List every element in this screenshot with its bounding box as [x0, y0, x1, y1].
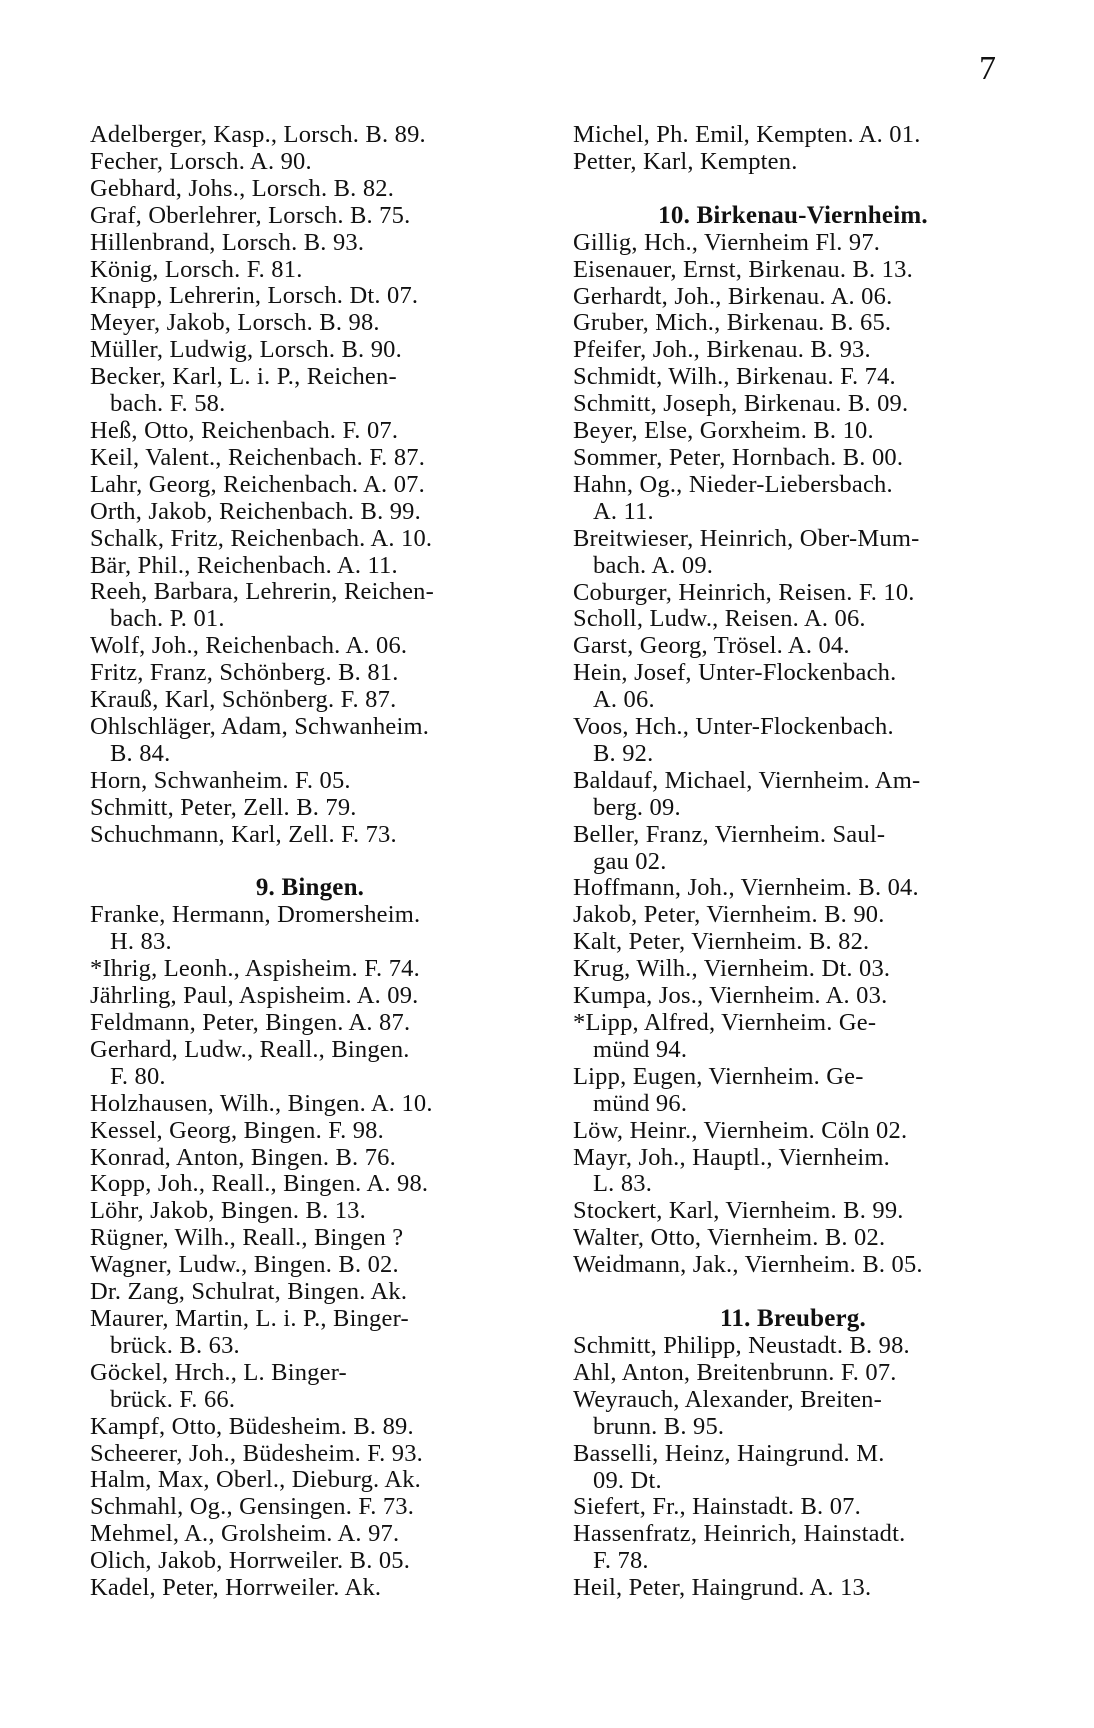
entry-line: Gerhardt, Joh., Birkenau. A. 06. — [573, 282, 893, 310]
entry-line: Scholl, Ludw., Reisen. A. 06. — [573, 605, 866, 633]
entry-line: Heil, Peter, Haingrund. A. 13. — [573, 1574, 872, 1602]
entry-line: Göckel, Hrch., L. Binger- — [90, 1358, 347, 1386]
entry-line: Coburger, Heinrich, Reisen. F. 10. — [573, 578, 915, 606]
entry-line: Olich, Jakob, Horrweiler. B. 05. — [90, 1547, 411, 1575]
entry-line: Heß, Otto, Reichenbach. F. 07. — [90, 416, 399, 444]
entry-line: Jährling, Paul, Aspisheim. A. 09. — [90, 982, 419, 1010]
entry-line: Schuchmann, Karl, Zell. F. 73. — [90, 820, 397, 848]
entry-line: Eisenauer, Ernst, Birkenau. B. 13. — [573, 255, 913, 283]
entry-line: Fecher, Lorsch. A. 90. — [90, 147, 312, 175]
entry-line: Meyer, Jakob, Lorsch. B. 98. — [90, 309, 380, 337]
entry-continuation: F. 78. — [593, 1547, 649, 1575]
right-column — [573, 122, 1013, 1602]
entry-line: Stockert, Karl, Viernheim. B. 99. — [573, 1197, 904, 1225]
section-spacer — [573, 176, 1013, 203]
section-heading: 9. Bingen. — [255, 874, 365, 902]
entry-line: Beller, Franz, Viernheim. Saul- — [573, 820, 886, 848]
entry-line: Franke, Hermann, Dromersheim. — [90, 901, 421, 929]
entry-line: Dr. Zang, Schulrat, Bingen. Ak. — [90, 1278, 408, 1306]
entry-line: Rügner, Wilh., Reall., Bingen ? — [90, 1224, 404, 1252]
entry-continuation: F. 80. — [110, 1062, 166, 1090]
entry-continuation: bach. F. 58. — [110, 390, 226, 418]
entry-line: Graf, Oberlehrer, Lorsch. B. 75. — [90, 201, 411, 229]
entry-line: Konrad, Anton, Bingen. B. 76. — [90, 1143, 396, 1171]
entry-line: Gillig, Hch., Viernheim Fl. 97. — [573, 228, 881, 256]
entry-continuation: 09. Dt. — [593, 1466, 662, 1494]
entry-continuation: A. 06. — [593, 686, 655, 714]
entry-line: Petter, Karl, Kempten. — [573, 147, 798, 175]
entry-continuation: B. 92. — [593, 739, 654, 767]
entry-line: Halm, Max, Oberl., Dieburg. Ak. — [90, 1466, 422, 1494]
entry-line: Schmahl, Og., Gensingen. F. 73. — [90, 1493, 415, 1521]
entry-line: *Lipp, Alfred, Viernheim. Ge- — [573, 1009, 877, 1036]
entry-line: Lahr, Georg, Reichenbach. A. 07. — [90, 470, 425, 498]
entry-line: Garst, Georg, Trösel. A. 04. — [573, 632, 850, 660]
entry-line: Becker, Karl, L. i. P., Reichen- — [90, 363, 397, 391]
entry-line: Löhr, Jakob, Bingen. B. 13. — [90, 1197, 366, 1225]
entry-line: Mehmel, A., Grolsheim. A. 97. — [90, 1520, 400, 1548]
entry-line: Hein, Josef, Unter-Flockenbach. — [573, 659, 897, 687]
entry-line: Keil, Valent., Reichenbach. F. 87. — [90, 443, 426, 471]
entry-line: König, Lorsch. F. 81. — [90, 255, 303, 283]
entry-line: Jakob, Peter, Viernheim. B. 90. — [573, 901, 885, 929]
entry-continuation: münd 94. — [593, 1035, 688, 1063]
entry-continuation: berg. 09. — [593, 793, 681, 821]
entry-line: Baldauf, Michael, Viernheim. Am- — [573, 766, 921, 794]
entry-line: Breitwieser, Heinrich, Ober-Mum- — [573, 524, 920, 552]
section-heading: 10. Birkenau-Viernheim. — [658, 201, 928, 229]
entry-line: Krug, Wilh., Viernheim. Dt. 03. — [573, 955, 891, 983]
left-column — [90, 122, 530, 1602]
entry-line: Hassenfratz, Heinrich, Hainstadt. — [573, 1520, 906, 1548]
entry-continuation: bach. P. 01. — [110, 605, 225, 633]
entry-line: Basselli, Heinz, Haingrund. M. — [573, 1439, 885, 1467]
section-spacer — [573, 1279, 1013, 1306]
entry-line: Löw, Heinr., Viernheim. Cöln 02. — [573, 1116, 908, 1144]
entry-line: Wagner, Ludw., Bingen. B. 02. — [90, 1251, 399, 1279]
entry-continuation: gau 02. — [593, 847, 667, 875]
entry-line: Horn, Schwanheim. F. 05. — [90, 766, 351, 794]
entry-line: Müller, Ludwig, Lorsch. B. 90. — [90, 336, 402, 364]
entry-line: Kopp, Joh., Reall., Bingen. A. 98. — [90, 1170, 429, 1198]
entry-line: Walter, Otto, Viernheim. B. 02. — [573, 1224, 886, 1252]
section-heading: 11. Breuberg. — [720, 1305, 866, 1333]
entry-continuation: brunn. B. 95. — [593, 1412, 725, 1440]
entry-continuation: brück. F. 66. — [110, 1385, 236, 1413]
entry-line: Holzhausen, Wilh., Bingen. A. 10. — [90, 1089, 433, 1117]
entry-line: Ahl, Anton, Breitenbrunn. F. 07. — [573, 1358, 897, 1386]
section-spacer — [90, 848, 530, 875]
entry-line: Kalt, Peter, Viernheim. B. 82. — [573, 928, 870, 956]
entry-line: Scheerer, Joh., Büdesheim. F. 93. — [90, 1439, 423, 1467]
entry-line: Reeh, Barbara, Lehrerin, Reichen- — [90, 578, 434, 606]
entry-line: Krauß, Karl, Schönberg. F. 87. — [90, 686, 397, 714]
entry-line: Gruber, Mich., Birkenau. B. 65. — [573, 309, 892, 337]
entry-line: Adelberger, Kasp., Lorsch. B. 89. — [90, 121, 426, 148]
entry-line: Fritz, Franz, Schönberg. B. 81. — [90, 659, 399, 687]
entry-line: Kessel, Georg, Bingen. F. 98. — [90, 1116, 384, 1144]
entry-line: Kumpa, Jos., Viernheim. A. 03. — [573, 982, 888, 1010]
entry-line: Weidmann, Jak., Viernheim. B. 05. — [573, 1251, 923, 1279]
entry-continuation: H. 83. — [110, 928, 172, 956]
entry-line: Bär, Phil., Reichenbach. A. 11. — [90, 551, 398, 579]
entry-line: Kampf, Otto, Büdesheim. B. 89. — [90, 1412, 414, 1440]
entry-line: Kadel, Peter, Horrweiler. Ak. — [90, 1574, 382, 1602]
entry-line: Hahn, Og., Nieder-Liebersbach. — [573, 470, 893, 498]
entry-line: Ohlschläger, Adam, Schwanheim. — [90, 712, 430, 740]
entry-continuation: brück. B. 63. — [110, 1331, 240, 1359]
entry-line: Pfeifer, Joh., Birkenau. B. 93. — [573, 336, 871, 364]
entry-line: Schmitt, Philipp, Neustadt. B. 98. — [573, 1331, 910, 1359]
entry-line: Hillenbrand, Lorsch. B. 93. — [90, 228, 365, 256]
entry-line: Feldmann, Peter, Bingen. A. 87. — [90, 1009, 411, 1036]
entry-line: Schmidt, Wilh., Birkenau. F. 74. — [573, 363, 896, 391]
entry-line: Beyer, Else, Gorxheim. B. 10. — [573, 417, 874, 445]
entry-line: Gerhard, Ludw., Reall., Bingen. — [90, 1035, 410, 1063]
entry-line: Michel, Ph. Emil, Kempten. A. 01. — [573, 121, 921, 148]
entry-continuation: A. 11. — [593, 497, 654, 525]
entry-continuation: B. 84. — [110, 739, 171, 767]
entry-line: Sommer, Peter, Hornbach. B. 00. — [573, 443, 904, 471]
entry-line: Siefert, Fr., Hainstadt. B. 07. — [573, 1493, 861, 1521]
entry-continuation: L. 83. — [593, 1170, 653, 1198]
page-number: 7 — [979, 50, 996, 87]
entry-line: Maurer, Martin, L. i. P., Binger- — [90, 1304, 409, 1332]
entry-line: Hoffmann, Joh., Viernheim. B. 04. — [573, 874, 919, 902]
entry-line: Knapp, Lehrerin, Lorsch. Dt. 07. — [90, 282, 419, 310]
entry-line: Schmitt, Joseph, Birkenau. B. 09. — [573, 390, 909, 418]
entry-line: Lipp, Eugen, Viernheim. Ge- — [573, 1062, 864, 1090]
entry-line: Wolf, Joh., Reichenbach. A. 06. — [90, 632, 408, 660]
entry-line: Voos, Hch., Unter-Flockenbach. — [573, 713, 894, 741]
entry-line: *Ihrig, Leonh., Aspisheim. F. 74. — [90, 955, 420, 983]
entry-line: Orth, Jakob, Reichenbach. B. 99. — [90, 497, 421, 525]
entry-line: Gebhard, Johs., Lorsch. B. 82. — [90, 174, 395, 202]
entry-line: Schmitt, Peter, Zell. B. 79. — [90, 793, 357, 821]
entry-line: Schalk, Fritz, Reichenbach. A. 10. — [90, 524, 433, 552]
entry-continuation: bach. A. 09. — [593, 551, 714, 579]
entry-line: Mayr, Joh., Hauptl., Viernheim. — [573, 1143, 890, 1171]
entry-continuation: münd 96. — [593, 1089, 688, 1117]
entry-line: Weyrauch, Alexander, Breiten- — [573, 1385, 882, 1413]
